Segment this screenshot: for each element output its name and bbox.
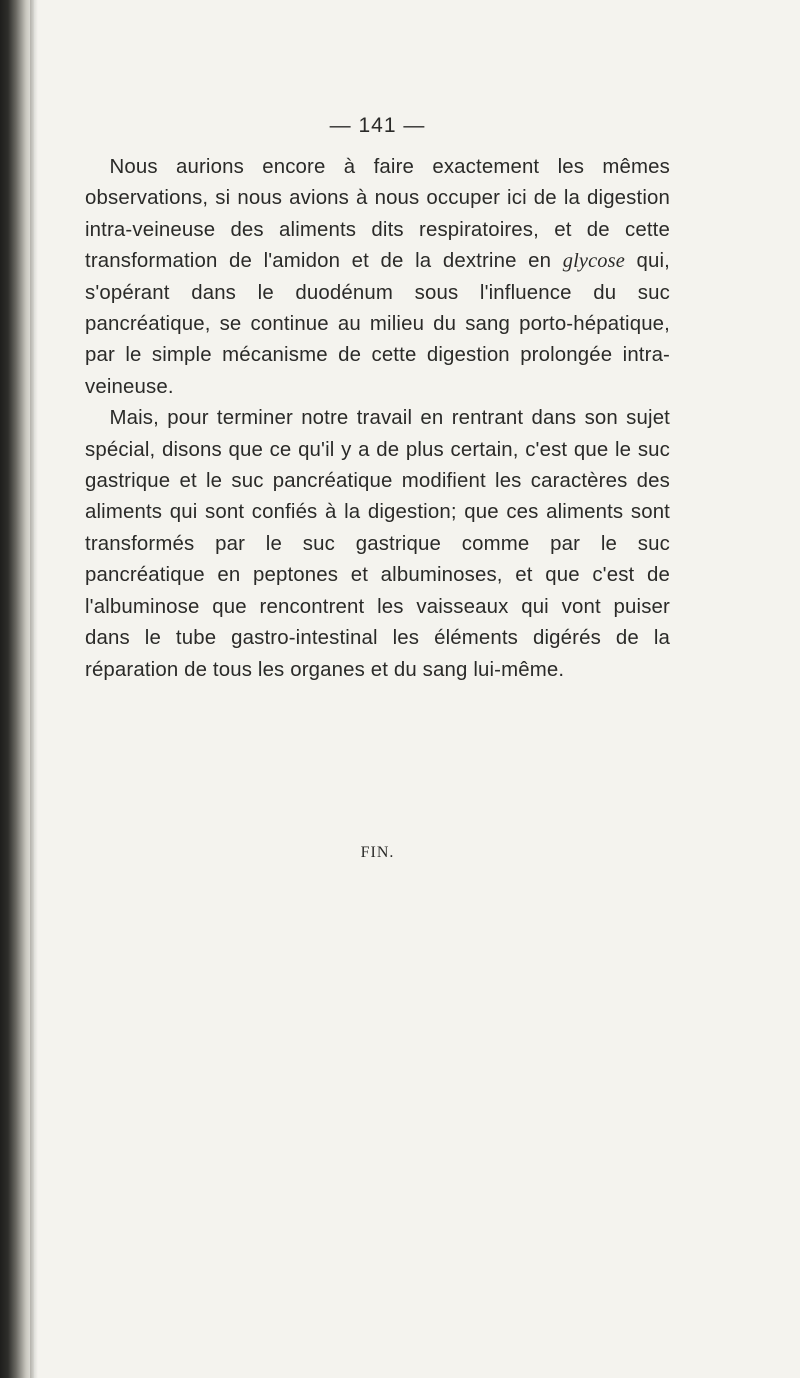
paragraph-2: Mais, pour terminer notre travail en rentrant dans son sujet spécial, disons que ce qu'il y a de plus certain, c'est que le suc gastrique et le suc pancréatique modifient les caractères des aliments qui sont confiés à la digestion; que ces aliments sont transformés par le suc gastrique comme par le suc pancréatique en peptones et albuminoses, et que c'est de l'albuminose que rencontrent les vaisseaux qui vont puiser dans le tube gastro-intestinal les éléments digérés de la réparation de tous les organes et du sang lui-même. [85, 407, 670, 681]
paragraph-1-text-a: Nous aurions encore à faire exactement les mêmes observations, si nous avions à nous occuper ici de la digestion intra-veineuse des aliments dits respiratoires, et de cette transformation de l'amidon et de la dextrine en [85, 156, 670, 273]
paragraph-1-italic-term: glycose [562, 250, 625, 273]
body-text [85, 152, 670, 686]
book-page [85, 112, 670, 861]
closing-fin: FIN. [360, 844, 395, 861]
paragraph-1 [85, 152, 670, 403]
binding-shadow [30, 0, 38, 1378]
book-binding-edge [0, 0, 34, 1378]
paragraph-1-text-b: qui, s'opérant dans le duodénum sous l'influence du suc pancréatique, se continue au milieu du sang porto-hépatique, par le simple mécanisme de cette digestion prolongée intra-veineuse. [85, 250, 670, 398]
page-number: — 141 — [329, 114, 426, 137]
